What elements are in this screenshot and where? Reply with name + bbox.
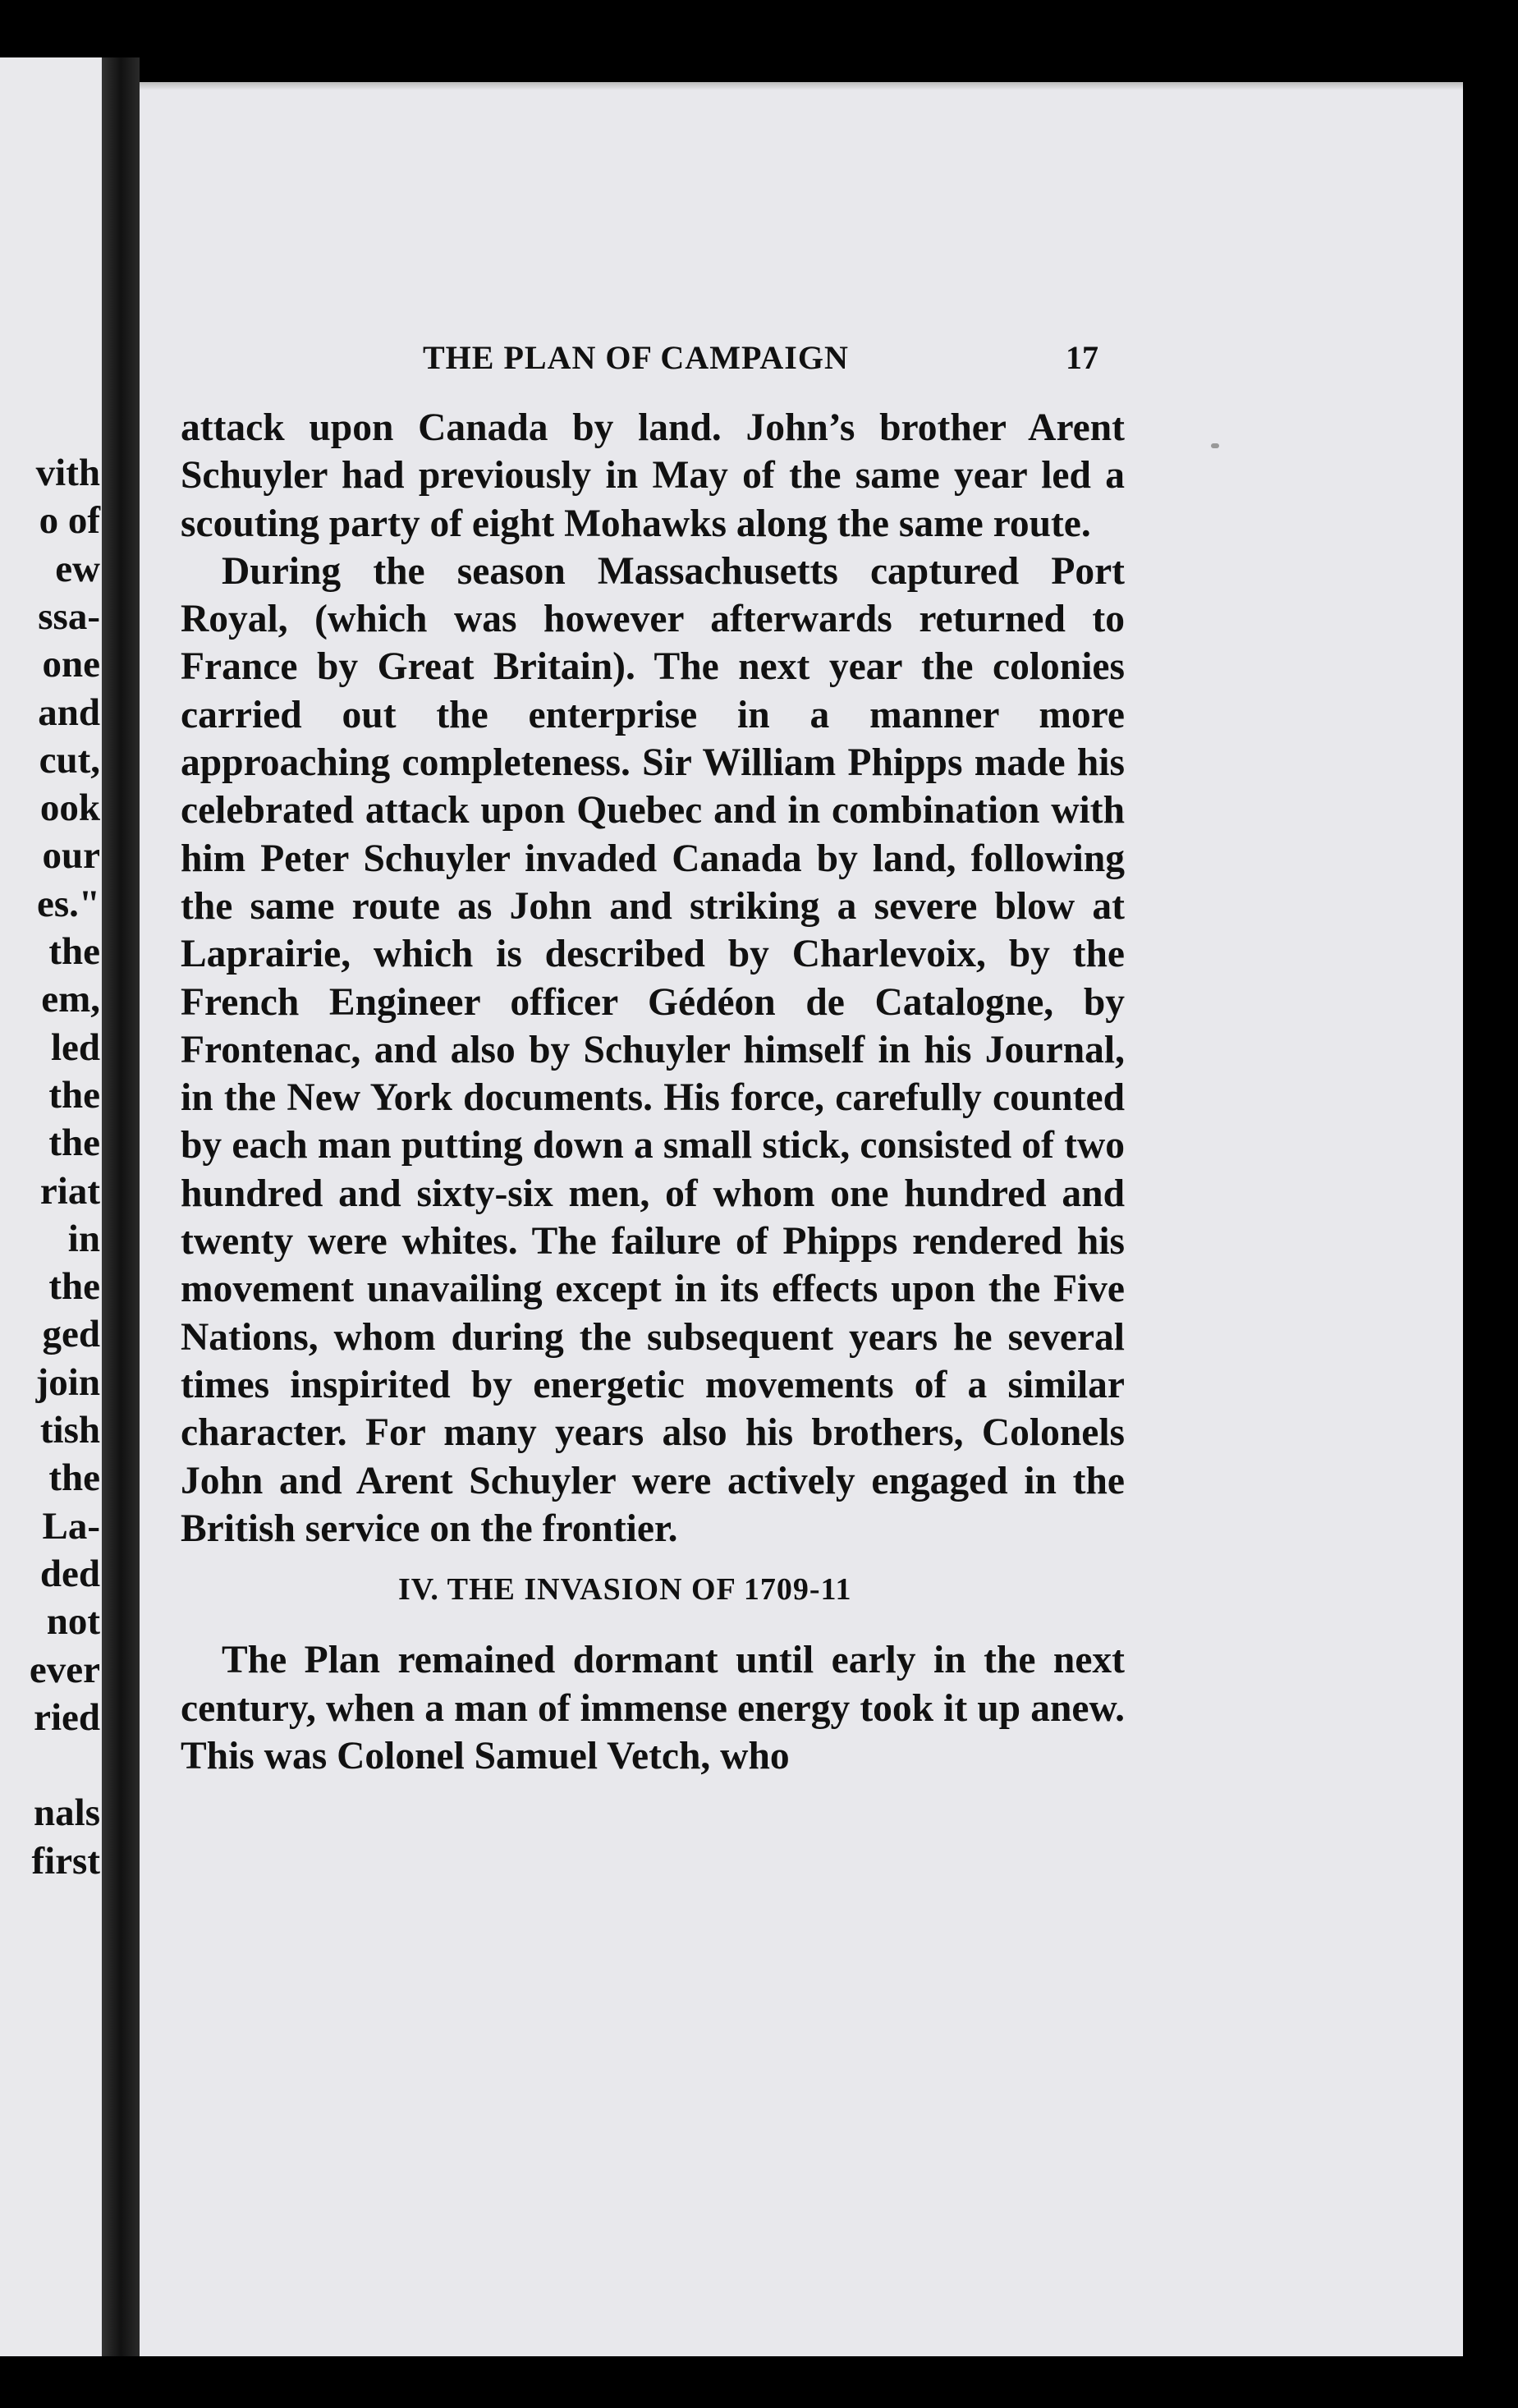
left-page-line: ever	[29, 1648, 100, 1691]
left-page-line: one	[42, 643, 100, 686]
running-head: THE PLAN OF CAMPAIGN	[423, 339, 849, 376]
left-page-line: ried	[34, 1695, 100, 1739]
left-page-line: ook	[39, 787, 100, 830]
left-page-line: and	[38, 690, 100, 734]
left-page-line: the	[48, 1073, 100, 1117]
left-page-line: cut,	[39, 738, 100, 782]
left-page-line: the	[48, 930, 100, 973]
left-page-line: ssa-	[38, 594, 100, 638]
book-gutter	[102, 57, 140, 2356]
left-page-line: the	[48, 1265, 100, 1309]
left-page-line: in	[67, 1217, 100, 1260]
left-page-line: nals	[34, 1791, 100, 1835]
left-page-line: the	[48, 1456, 100, 1500]
left-page-fragment	[0, 57, 108, 2356]
left-page-line: our	[42, 834, 100, 878]
page	[140, 82, 1463, 2356]
left-page-line: ded	[39, 1552, 100, 1595]
page-number: 17	[1066, 339, 1098, 376]
left-page-line: the	[48, 1121, 100, 1165]
left-page-line: led	[50, 1025, 100, 1069]
paragraph-1: attack upon Canada by land. John’s brother Arent Schuyler had previously in May of the same year led a scouting party of eight Mohawks along the same route.	[181, 406, 1125, 545]
left-page-line: vith	[35, 452, 100, 494]
left-page-line: tish	[39, 1409, 100, 1452]
scan-speck	[1211, 443, 1219, 448]
paragraph-2: During the season Massachusetts captured Port Royal, (which was however afterwards returned to France by Great Britain). The next year the colonies carried out the enterprise in a manner more approaching completeness. Sir William Phipps made his celebrated attack upon Quebec and in combination with him Peter Schuyler invaded Canada by land, following the same route as John and striking a severe blow at Laprairie, which is described by Charlevoix, by the French Engineer officer Gédéon de Catalogne, by Frontenac, and also by Schuyler himself in his Journal, in the New York documents. His force, carefully counted by each man putting down a small stick, consisted of two hundred and sixty-six men, of whom one hundred and twenty were whites. The failure of Phipps rendered his movement unavailing except in its effects upon the Five Nations, whom during the subsequent years he several times inspirited by energetic movements of a similar character. For many years also his brothers, Colonels John and Arent Schuyler were actively engaged in the British service on the frontier.	[181, 549, 1125, 1550]
left-page-line: ged	[42, 1313, 100, 1356]
left-page-line: es."	[37, 882, 100, 925]
left-page-line: join	[35, 1360, 100, 1404]
left-page-line: riat	[39, 1169, 100, 1213]
left-page-line: o of	[39, 499, 100, 543]
section-heading: IV. THE INVASION OF 1709-11	[398, 1572, 852, 1608]
left-page-line: first	[31, 1839, 100, 1883]
paragraph-3: The Plan remained dormant until early in the next century, when a man of immense energy took it up anew. This was Colonel Samuel Vetch, who	[181, 1639, 1125, 1778]
left-page-line: em,	[41, 978, 100, 1021]
left-page-line: La-	[42, 1504, 100, 1548]
left-page-line: ew	[55, 547, 100, 590]
body-text	[181, 404, 1125, 1780]
left-page-line: not	[46, 1600, 100, 1644]
